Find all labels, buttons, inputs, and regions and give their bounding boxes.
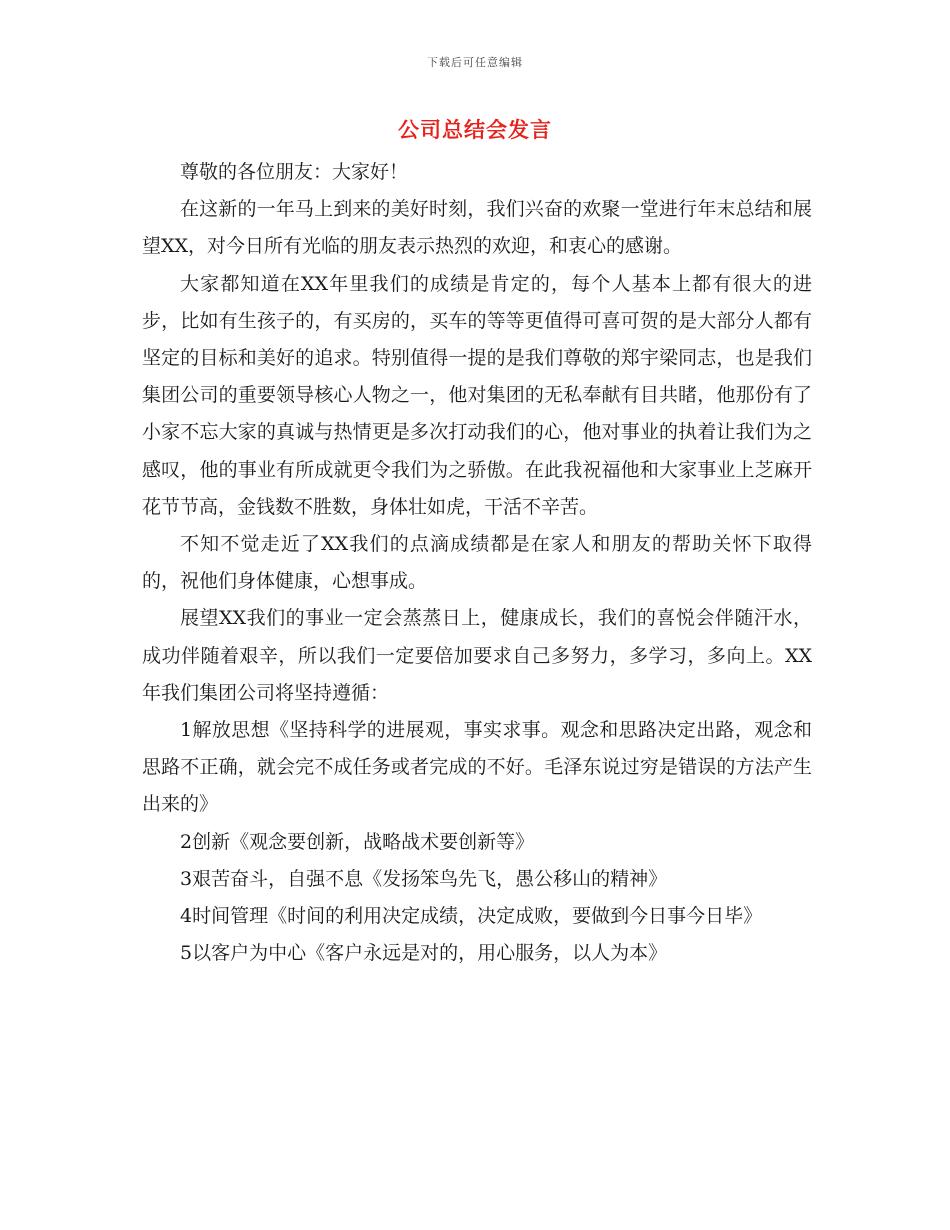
document-title: 公司总结会发言 xyxy=(398,117,552,142)
list-item-3: 3艰苦奋斗，自强不息《发扬笨鸟先飞，愚公移山的精神》 xyxy=(180,867,668,890)
paragraph-welcome: 在这新的一年马上到来的美好时刻，我们兴奋的欢聚一堂进行年末总结和展望XX，对今日所有光临的朋友表示热烈的欢迎，和衷心的感谢。 xyxy=(142,198,812,258)
list-item-4: 4时间管理《时间的利用决定成绩，决定成败，要做到今日事今日毕》 xyxy=(180,905,763,928)
paragraph-outlook: 展望XX我们的事业一定会蒸蒸日上，健康成长，我们的喜悦会伴随汗水，成功伴随着艰辛，所以我们一定要倍加要求自己多努力，多学习，多向上。XX年我们集团公司将坚持遵循： xyxy=(142,607,812,704)
document-body xyxy=(142,154,812,972)
list-item-1: 1解放思想《坚持科学的进展观，事实求事。观念和思路决定出路，观念和思路不正确，就会完不成任务或者完成的不好。毛泽东说过穷是错误的方法产生出来的》 xyxy=(142,719,812,816)
paragraph-achievements: 大家都知道在XX年里我们的成绩是肯定的，每个人基本上都有很大的进步，比如有生孩子的，有买房的，买车的等等更值得可喜可贺的是大部分人都有坚定的目标和美好的追求。特别值得一提的是我们尊敬的郑宇梁同志，也是我们集团公司的重要领导核心人物之一，他对集团的无私奉献有目共睹，他那份有了小家不忘大家的真诚与热情更是多次打动我们的心，他对事业的执着让我们为之感叹，他的事业有所成就更令我们为之骄傲。在此我祝福他和大家事业上芝麻开花节节高，金钱数不胜数，身体壮如虎，干活不辛苦。 xyxy=(142,272,812,518)
list-item-2: 2创新《观念要创新，战略战术要创新等》 xyxy=(180,830,535,853)
list-item-5: 5以客户为中心《客户永远是对的，用心服务，以人为本》 xyxy=(180,942,668,965)
paragraph-thanks: 不知不觉走近了XX我们的点滴成绩都是在家人和朋友的帮助关怀下取得的，祝他们身体健康，心想事成。 xyxy=(142,533,812,593)
header-note: 下载后可任意编辑 xyxy=(427,56,523,69)
paragraph-greeting: 尊敬的各位朋友：大家好！ xyxy=(180,161,409,183)
